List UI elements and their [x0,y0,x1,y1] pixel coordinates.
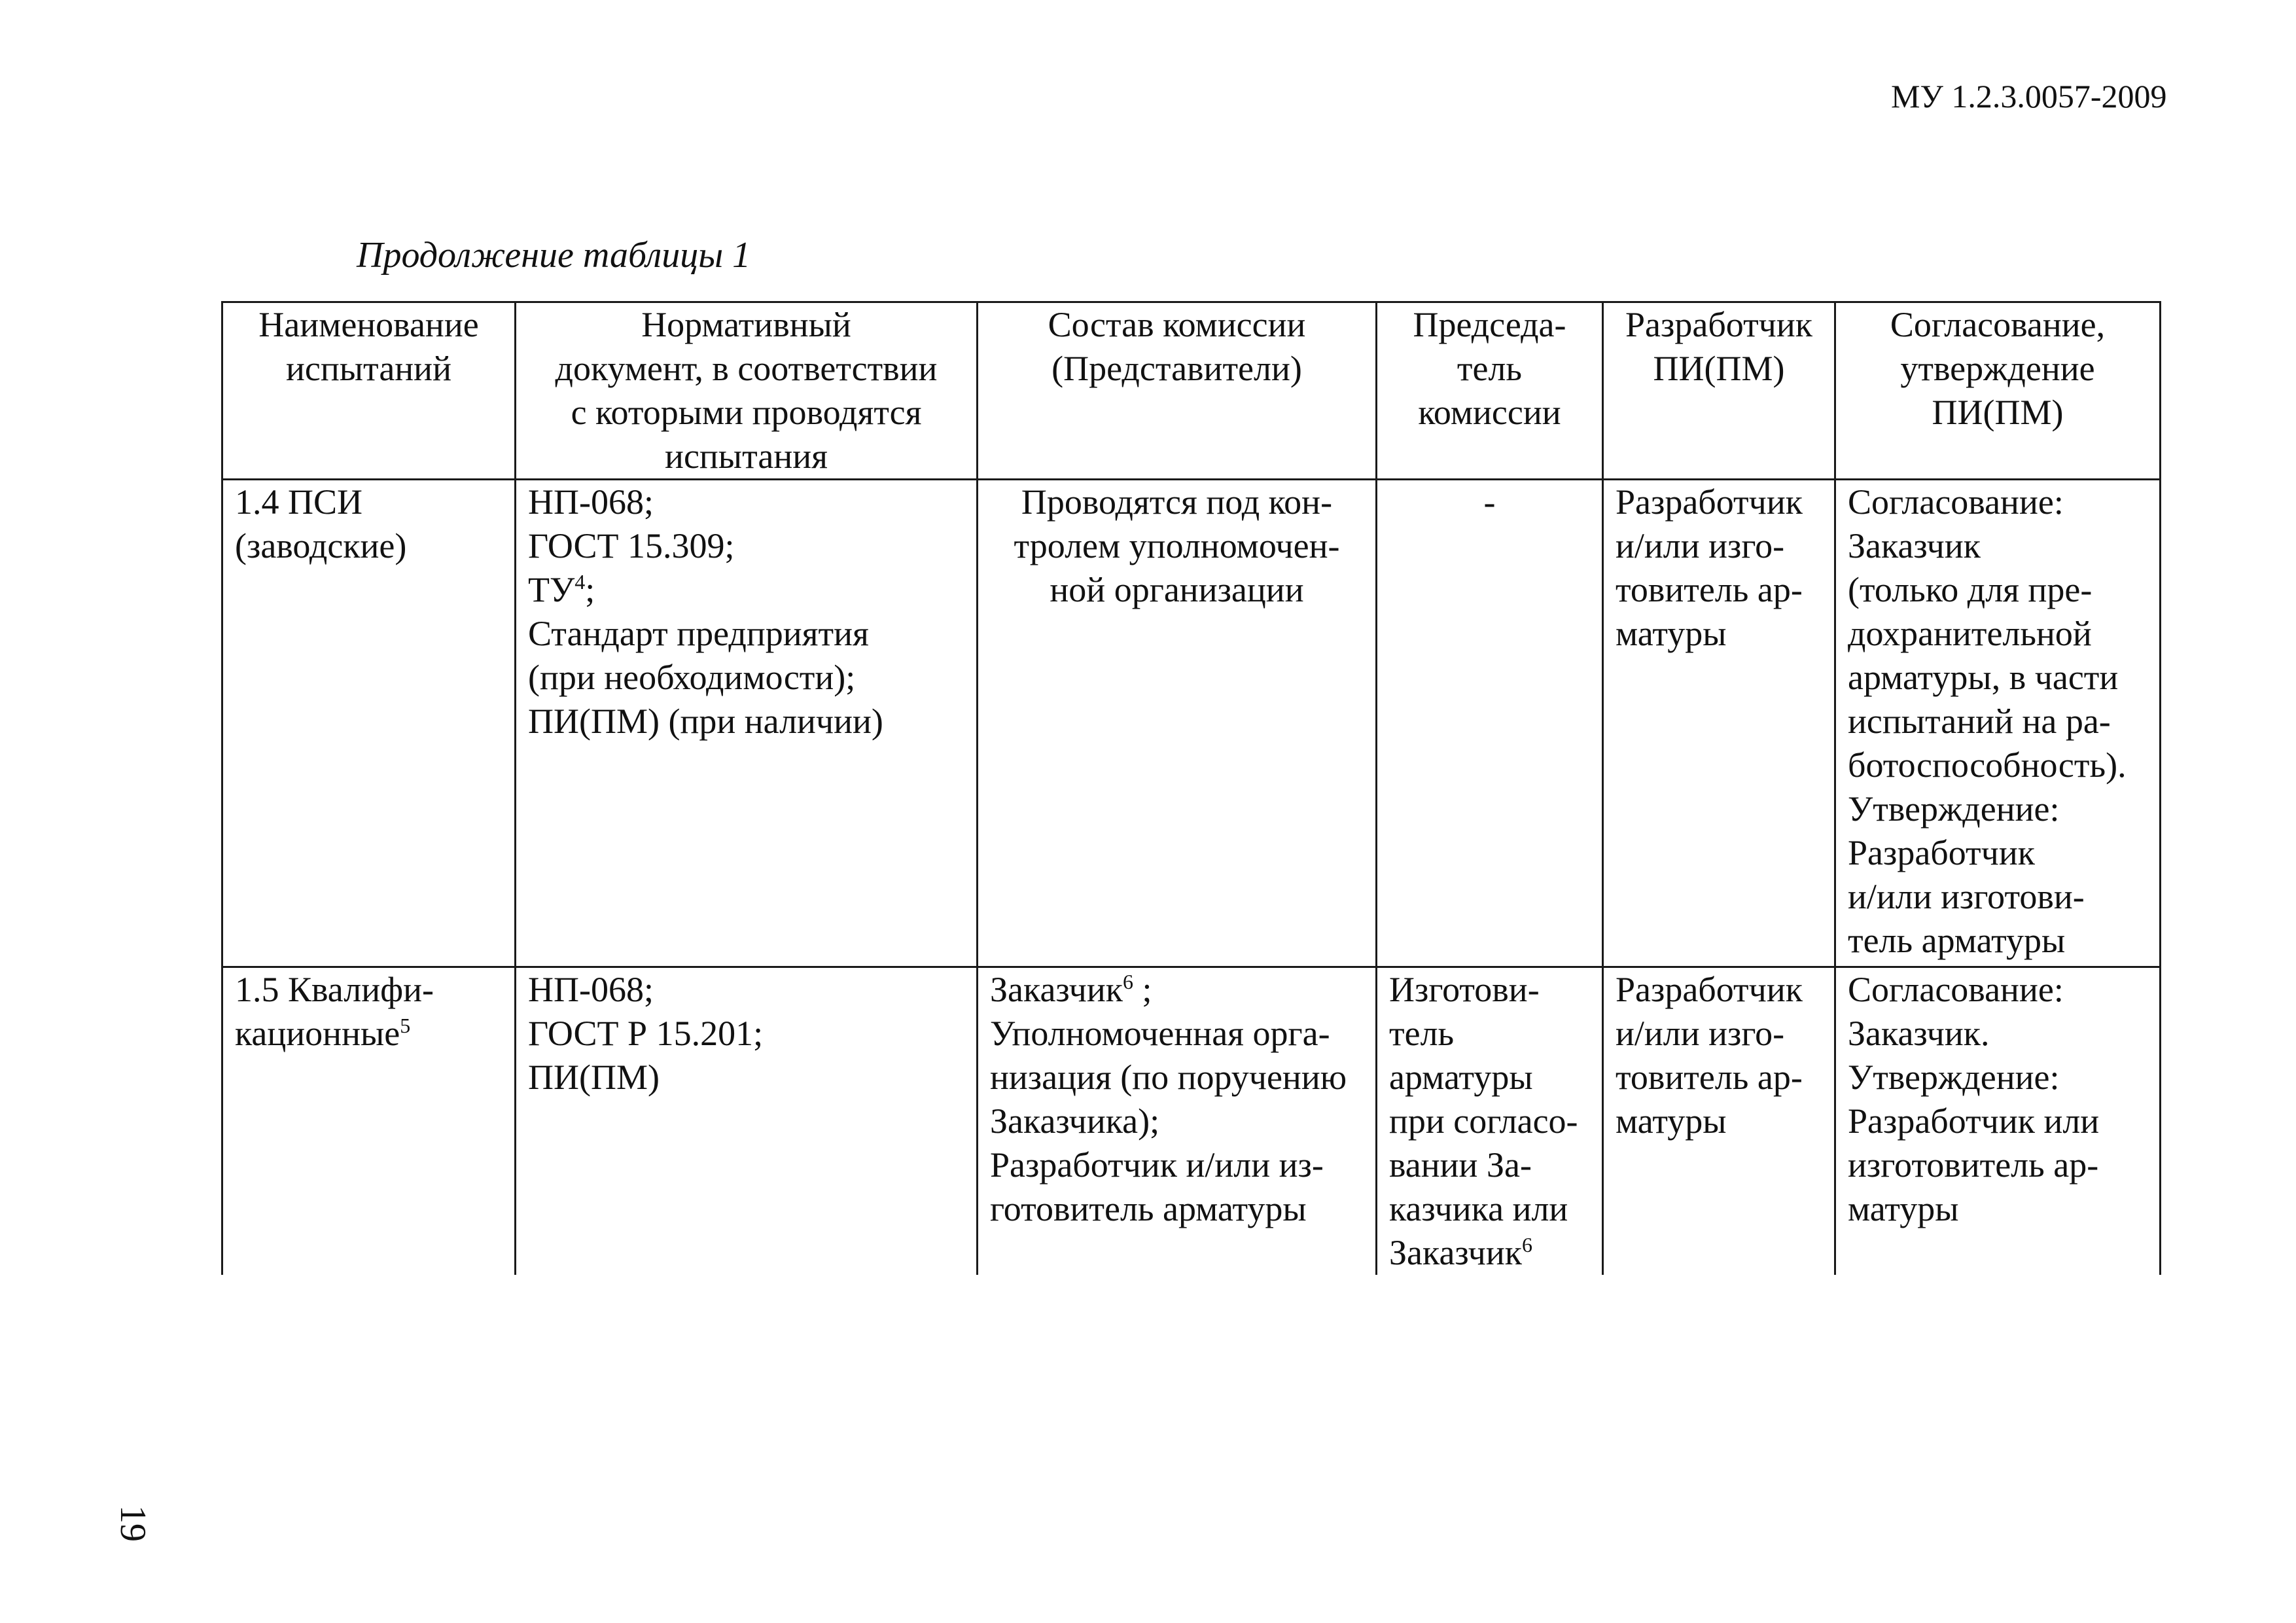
header-normative-doc: Нормативный документ, в соответствии с которыми проводятся испытания [516,302,978,480]
cell-chairman: - [1377,480,1603,967]
cell-commission: Проводятся под кон- тролем уполномочен- ной организации [978,480,1377,967]
document-code: МУ 1.2.3.0057-2009 [1891,78,2167,115]
cell-developer: Разработчик и/или изго- товитель ар- матуры [1603,967,1835,1275]
header-commission: Состав комиссии (Представители) [978,302,1377,480]
table-header-row [222,302,2161,480]
chairman-customer-line: Заказчик$^6$ [1389,1233,1532,1272]
tests-table [221,301,2161,1275]
table-caption: Продолжение таблицы 1 [357,235,751,276]
tu-line: $ТУ^4$; [528,570,595,609]
qual-line: кационные$^5$ [235,1014,411,1053]
tests-table-wrapper [221,301,2159,1275]
cell-test-name: 1.4 ПСИ (заводские) [222,480,516,967]
cell-test-name: 1.5 Квалифи- кационные$^5$ [222,967,516,1275]
cell-developer: Разработчик и/или изго- товитель ар- матуры [1603,480,1835,967]
cell-commission: Заказчик$^6$ ; Уполномоченная орга- низация (по поручению Заказчика); Разработчик и/или из- готовитель арматуры [978,967,1377,1275]
header-test-name: Наименование испытаний [222,302,516,480]
cell-normative-doc: НП-068; ГОСТ Р 15.201; ПИ(ПМ) [516,967,978,1275]
header-developer: Разработчик ПИ(ПМ) [1603,302,1835,480]
header-chairman: Председа- тель комиссии [1377,302,1603,480]
footnote-marker: 6 [1122,970,1133,993]
footnote-marker: 4 [574,570,586,594]
cell-approval: Согласование: Заказчик (только для пре- дохранительной арматуры, в части испытаний на ра- ботоспособность). Утверждение: Разработчик и/или изготови- тель арматуры [1835,480,2161,967]
cell-normative-doc: НП-068; ГОСТ 15.309; $ТУ^4$; Стандарт предприятия (при необходимости); ПИ(ПМ) (при наличии) [516,480,978,967]
footnote-marker: 5 [400,1014,411,1037]
cell-chairman: Изготови- тель арматуры при согласо- вании За- казчика или Заказчик$^6$ [1377,967,1603,1275]
header-approval: Согласование, утверждение ПИ(ПМ) [1835,302,2161,480]
page-number: 19 [113,1505,153,1542]
table-row [222,480,2161,967]
table-row [222,967,2161,1275]
footnote-marker: 6 [1521,1233,1532,1257]
customer-line: Заказчик$^6$ ; [990,970,1152,1009]
cell-approval: Согласование: Заказчик. Утверждение: Разработчик или изготовитель ар- матуры [1835,967,2161,1275]
